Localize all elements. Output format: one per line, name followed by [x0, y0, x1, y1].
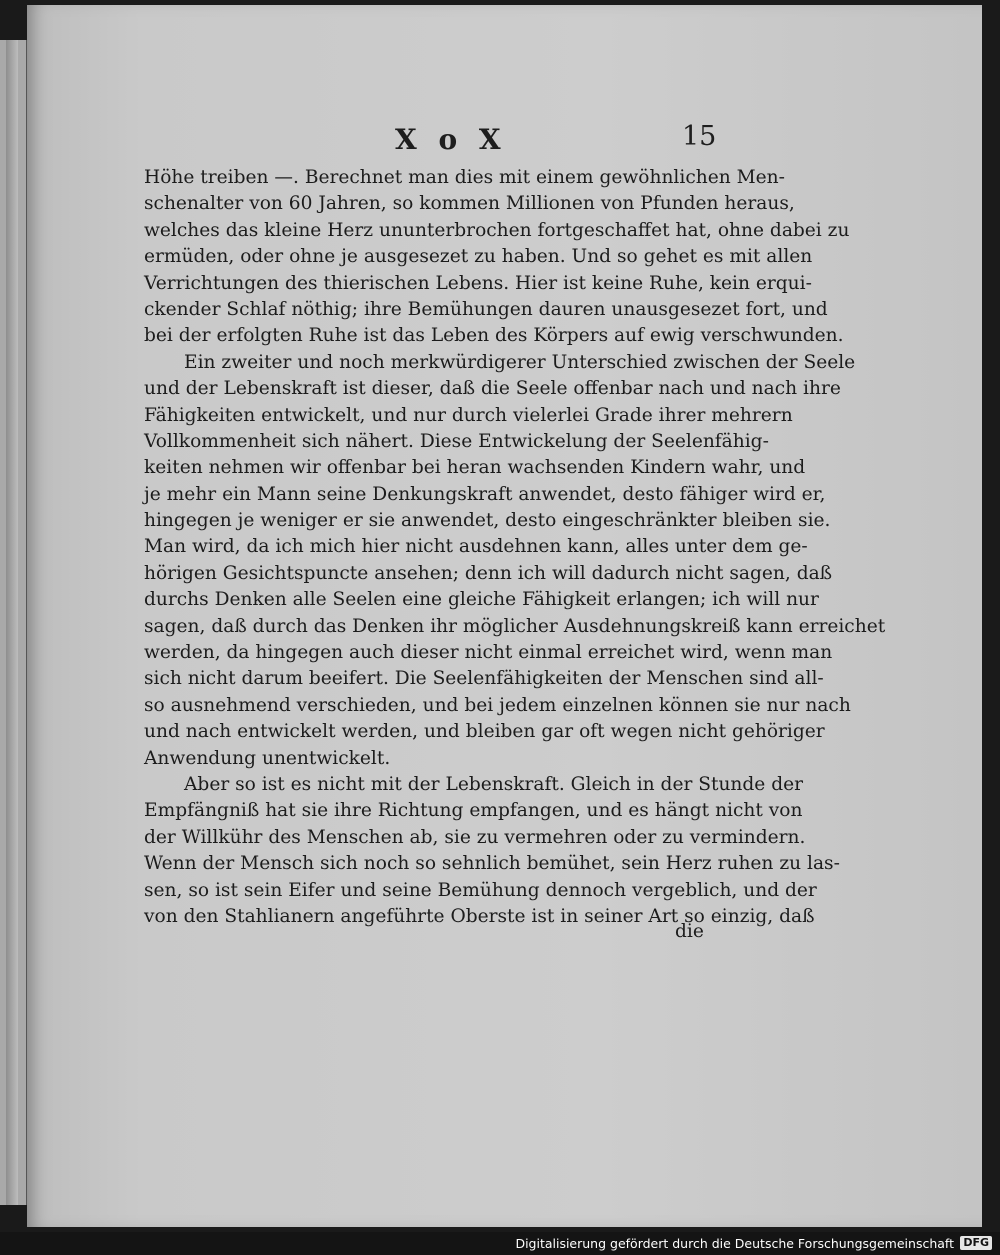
facing-page-shadow — [6, 40, 18, 1205]
header-ornament: X o X — [395, 123, 507, 156]
text-line: so ausnehmend verschieden, und bei jedem einzelnen können sie nur nach — [144, 694, 851, 716]
footer-credit: Digitalisierung gefördert durch die Deutsche Forschungsgemeinschaft — [515, 1236, 954, 1251]
text-line: hingegen je weniger er sie anwendet, desto eingeschränkter bleiben sie. — [144, 510, 831, 532]
facing-page-edge — [0, 40, 27, 1205]
page-number: 15 — [682, 121, 717, 152]
text-line: bei der erfolgten Ruhe ist das Leben des Körpers auf ewig verschwunden. — [144, 325, 844, 347]
text-line: ermüden, oder ohne je ausgesezet zu haben. Und so gehet es mit allen — [144, 246, 813, 268]
text-line: ckender Schlaf nöthig; ihre Bemühungen dauren unausgesezet fort, und — [144, 298, 828, 320]
text-line: sich nicht darum beeifert. Die Seelenfähigkeiten der Menschen sind all- — [144, 668, 824, 690]
text-line: je mehr ein Mann seine Denkungskraft anwendet, desto fähiger wird er, — [144, 483, 826, 505]
text-line: Aber so ist es nicht mit der Lebenskraft. Gleich in der Stunde der — [184, 773, 804, 795]
body-text — [144, 165, 886, 930]
text-line: welches das kleine Herz ununterbrochen fortgeschaffet hat, ohne dabei zu — [144, 219, 850, 241]
text-line: sagen, daß durch das Denken ihr möglicher Ausdehnungskreiß kann erreichet — [144, 615, 886, 637]
text-line: Wenn der Mensch sich noch so sehnlich bemühet, sein Herz ruhen zu las- — [144, 853, 840, 875]
dfg-logo: DFG — [960, 1236, 992, 1250]
text-line: Fähigkeiten entwickelt, und nur durch vielerlei Grade ihrer mehrern — [144, 404, 793, 426]
text-line: Empfängniß hat sie ihre Richtung empfangen, und es hängt nicht von — [144, 800, 803, 822]
text-line: und der Lebenskraft ist dieser, daß die Seele offenbar nach und nach ihre — [144, 378, 841, 400]
text-line: keiten nehmen wir offenbar bei heran wachsenden Kindern wahr, und — [144, 457, 806, 479]
text-line: sen, so ist sein Eifer und seine Bemühung dennoch vergeblich, und der — [144, 879, 817, 901]
text-line: Vollkommenheit sich nähert. Diese Entwickelung der Seelenfähig- — [144, 430, 769, 452]
text-line: von den Stahlianern angeführte Oberste ist in seiner Art so einzig, daß — [144, 905, 815, 927]
text-line: Man wird, da ich mich hier nicht ausdehnen kann, alles unter dem ge- — [144, 536, 808, 558]
scanned-page — [27, 5, 982, 1227]
text-line: hörigen Gesichtspuncte ansehen; denn ich will dadurch nicht sagen, daß — [144, 562, 833, 584]
text-line: werden, da hingegen auch dieser nicht einmal erreichet wird, wenn man — [144, 642, 833, 664]
text-line: Höhe treiben —. Berechnet man dies mit einem gewöhnlichen Men- — [144, 167, 785, 188]
text-line: Ein zweiter und noch merkwürdigerer Unterschied zwischen der Seele — [184, 351, 856, 373]
text-line: und nach entwickelt werden, und bleiben gar oft wegen nicht gehöriger — [144, 721, 825, 743]
text-line: durchs Denken alle Seelen eine gleiche Fähigkeit erlangen; ich will nur — [144, 589, 819, 611]
catchword: die — [675, 921, 704, 942]
text-line: Verrichtungen des thierischen Lebens. Hier ist keine Ruhe, kein erqui- — [144, 272, 812, 294]
text-line: Anwendung unentwickelt. — [144, 747, 391, 769]
text-line: der Willkühr des Menschen ab, sie zu vermehren oder zu vermindern. — [144, 826, 806, 848]
text-line: schenalter von 60 Jahren, so kommen Millionen von Pfunden heraus, — [144, 193, 795, 215]
